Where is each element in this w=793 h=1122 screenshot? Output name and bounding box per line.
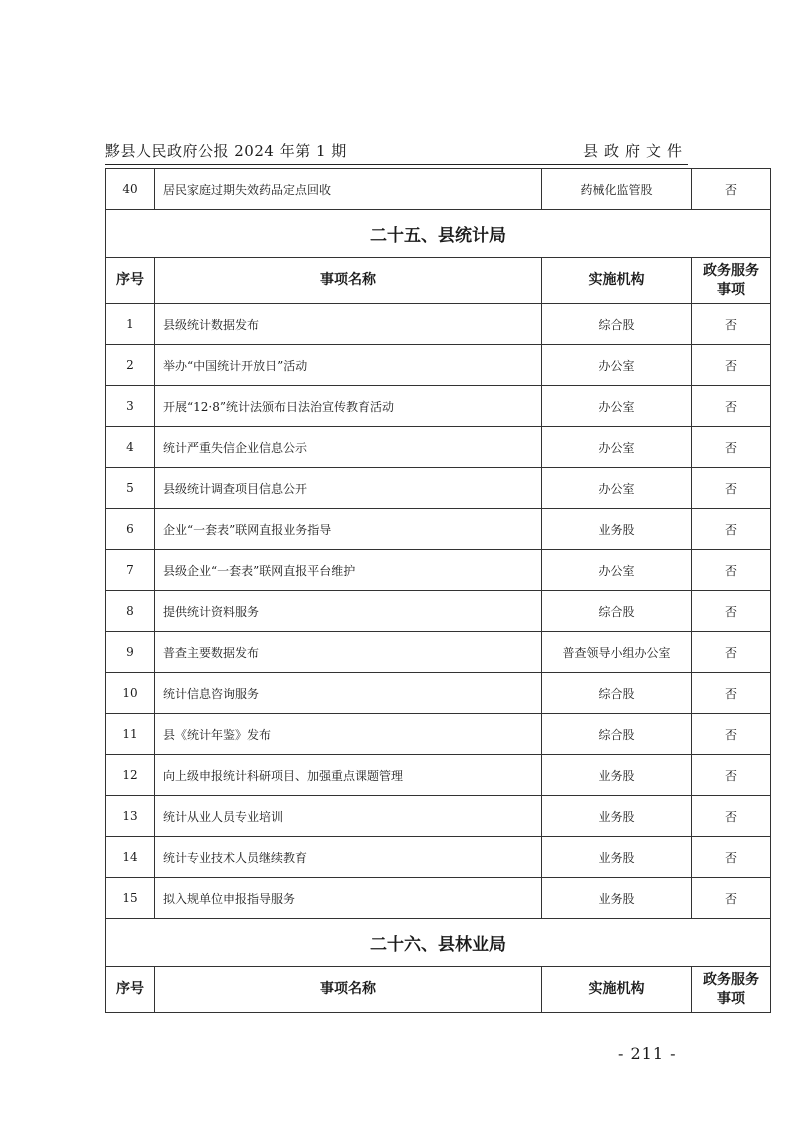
- row-service-flag: 否: [692, 509, 771, 550]
- row-matter-name: 统计严重失信企业信息公示: [155, 427, 542, 468]
- row-org: 综合股: [542, 714, 692, 755]
- table-row: [106, 509, 771, 550]
- row-org: 办公室: [542, 468, 692, 509]
- table-row: [106, 304, 771, 345]
- row-number: 7: [106, 550, 155, 591]
- row-org: 办公室: [542, 427, 692, 468]
- row-service-flag: 否: [692, 345, 771, 386]
- row-service-flag: 否: [692, 878, 771, 919]
- row-matter-name: 统计信息咨询服务: [155, 673, 542, 714]
- row-matter-name: 统计专业技术人员继续教育: [155, 837, 542, 878]
- row-service-flag: 否: [692, 591, 771, 632]
- row-matter-name: 县《统计年鉴》发布: [155, 714, 542, 755]
- row-org: 业务股: [542, 837, 692, 878]
- table-row: [106, 673, 771, 714]
- row-number: 4: [106, 427, 155, 468]
- row-service-flag: 否: [692, 169, 771, 210]
- row-service-flag: 否: [692, 673, 771, 714]
- table-row: [106, 878, 771, 919]
- row-org: 业务股: [542, 796, 692, 837]
- row-number: 14: [106, 837, 155, 878]
- table-row: [106, 714, 771, 755]
- matters-table-body: [106, 169, 771, 1013]
- row-matter-name: 统计从业人员专业培训: [155, 796, 542, 837]
- table-row: [106, 837, 771, 878]
- row-org: 业务股: [542, 878, 692, 919]
- row-number: 6: [106, 509, 155, 550]
- section-title-row: [106, 919, 771, 967]
- column-header-row: [106, 967, 771, 1013]
- row-number: 15: [106, 878, 155, 919]
- row-service-flag: 否: [692, 632, 771, 673]
- bulletin-title: 黟县人民政府公报 2024 年第 1 期: [105, 142, 347, 160]
- row-org: 普查领导小组办公室: [542, 632, 692, 673]
- row-org: 业务股: [542, 509, 692, 550]
- table-row: [106, 427, 771, 468]
- row-matter-name: 向上级申报统计科研项目、加强重点课题管理: [155, 755, 542, 796]
- row-matter-name: 县级企业“一套表”联网直报平台维护: [155, 550, 542, 591]
- row-matter-name: 拟入规单位申报指导服务: [155, 878, 542, 919]
- row-service-flag: 否: [692, 550, 771, 591]
- row-service-flag: 否: [692, 386, 771, 427]
- row-service-flag: 否: [692, 468, 771, 509]
- table-row: [106, 345, 771, 386]
- page-number: - 211 -: [618, 1044, 677, 1063]
- section-title: 二十六、县林业局: [106, 919, 771, 967]
- row-matter-name: 提供统计资料服务: [155, 591, 542, 632]
- row-matter-name: 开展“12·8”统计法颁布日法治宣传教育活动: [155, 386, 542, 427]
- row-matter-name: 举办“中国统计开放日”活动: [155, 345, 542, 386]
- section-label: 县政府文件: [582, 142, 688, 160]
- col-header-name: 事项名称: [155, 258, 542, 304]
- table-row: [106, 550, 771, 591]
- row-number: 10: [106, 673, 155, 714]
- row-org: 办公室: [542, 386, 692, 427]
- row-number: 8: [106, 591, 155, 632]
- row-number: 3: [106, 386, 155, 427]
- table-row: [106, 591, 771, 632]
- col-header-service: [692, 258, 771, 304]
- section-title-row: [106, 210, 771, 258]
- matters-table: [105, 168, 771, 1013]
- row-org: 办公室: [542, 345, 692, 386]
- table-row: [106, 169, 771, 210]
- col-header-service-label: 政务服务事项: [703, 262, 759, 298]
- row-org: 业务股: [542, 755, 692, 796]
- row-service-flag: 否: [692, 837, 771, 878]
- table-row: [106, 796, 771, 837]
- row-matter-name: 居民家庭过期失效药品定点回收: [155, 169, 542, 210]
- row-number: 11: [106, 714, 155, 755]
- row-matter-name: 县级统计调查项目信息公开: [155, 468, 542, 509]
- section-title: 二十五、县统计局: [106, 210, 771, 258]
- row-service-flag: 否: [692, 304, 771, 345]
- col-header-name: 事项名称: [155, 967, 542, 1013]
- col-header-number: 序号: [106, 258, 155, 304]
- row-service-flag: 否: [692, 427, 771, 468]
- row-matter-name: 县级统计数据发布: [155, 304, 542, 345]
- row-number: 13: [106, 796, 155, 837]
- row-org: 药械化监管股: [542, 169, 692, 210]
- page-header: [105, 140, 688, 165]
- row-number: 2: [106, 345, 155, 386]
- row-number: 40: [106, 169, 155, 210]
- col-header-org: 实施机构: [542, 258, 692, 304]
- row-service-flag: 否: [692, 796, 771, 837]
- table-row: [106, 386, 771, 427]
- column-header-row: [106, 258, 771, 304]
- col-header-service-label: 政务服务事项: [703, 971, 759, 1007]
- row-number: 5: [106, 468, 155, 509]
- row-org: 综合股: [542, 304, 692, 345]
- row-number: 9: [106, 632, 155, 673]
- row-number: 1: [106, 304, 155, 345]
- col-header-service: [692, 967, 771, 1013]
- table-row: [106, 632, 771, 673]
- col-header-number: 序号: [106, 967, 155, 1013]
- row-matter-name: 普查主要数据发布: [155, 632, 542, 673]
- row-org: 综合股: [542, 673, 692, 714]
- row-number: 12: [106, 755, 155, 796]
- table-row: [106, 755, 771, 796]
- row-matter-name: 企业“一套表”联网直报业务指导: [155, 509, 542, 550]
- col-header-org: 实施机构: [542, 967, 692, 1013]
- row-org: 综合股: [542, 591, 692, 632]
- table-row: [106, 468, 771, 509]
- row-org: 办公室: [542, 550, 692, 591]
- row-service-flag: 否: [692, 714, 771, 755]
- row-service-flag: 否: [692, 755, 771, 796]
